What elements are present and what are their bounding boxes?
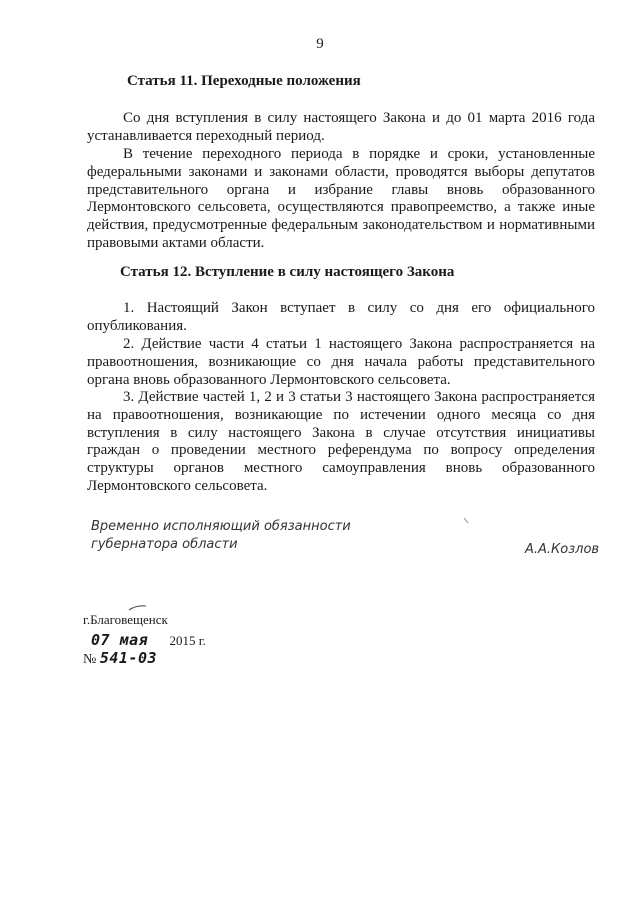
article-12-paragraph-3: 3. Действие частей 1, 2 и 3 статьи 3 настоящего Закона распространяется на правоотношения, возникающие по истечении одного месяца со дня вступления в силу настоящего Закона в случае отсутствия инициативы граждан о проведении местного референдума по вопросу определения структуры органов местного самоуправления вновь образованного Лермонтовского сельсовета. — [87, 389, 595, 494]
article-11-paragraph-2: В течение переходного периода в порядке и сроки, установленные федеральными законами и законами области, проводятся выборы депутатов представительного органа и избрание главы вновь образованного Лермонтовского сельсовета, осуществляются правопреемство, а также иные действия, предусмотренные федеральным законодательством и нормативными правовыми актами области. — [87, 146, 595, 251]
signatory-name: А.А.Козлов — [525, 542, 600, 557]
pen-stroke-icon — [128, 604, 148, 612]
article-12-paragraph-1: 1. Настоящий Закон вступает в силу со дня его официального опубликования. — [87, 300, 595, 334]
signatory-title — [91, 518, 351, 553]
law-number — [83, 649, 157, 668]
scan-mark-icon — [462, 516, 472, 526]
signatory-title-line-2: губернатора области — [91, 536, 238, 552]
article-11-heading: Статья 11. Переходные положения — [127, 73, 361, 89]
signatory-title-line-1: Временно исполняющий обязанности — [91, 519, 351, 534]
place-of-signing: г.Благовещенск — [83, 612, 168, 627]
date-year: 2015 г. — [169, 633, 206, 648]
article-11-paragraph-1: Со дня вступления в силу настоящего Закона и до 01 марта 2016 года устанавливается переходный период. — [87, 110, 595, 144]
article-12-heading: Статья 12. Вступление в силу настоящего Закона — [120, 264, 455, 280]
handwritten-date: 07 мая — [91, 631, 149, 649]
page-number: 9 — [316, 36, 324, 52]
handwritten-law-number: 541-03 — [99, 649, 158, 667]
number-sign: № — [83, 652, 97, 667]
article-12-paragraph-2: 2. Действие части 4 статьи 1 настоящего Закона распространяется на правоотношения, возникающие со дня начала работы представительного органа вновь образованного Лермонтовского сельсовета. — [87, 336, 595, 388]
signing-date — [91, 631, 206, 649]
